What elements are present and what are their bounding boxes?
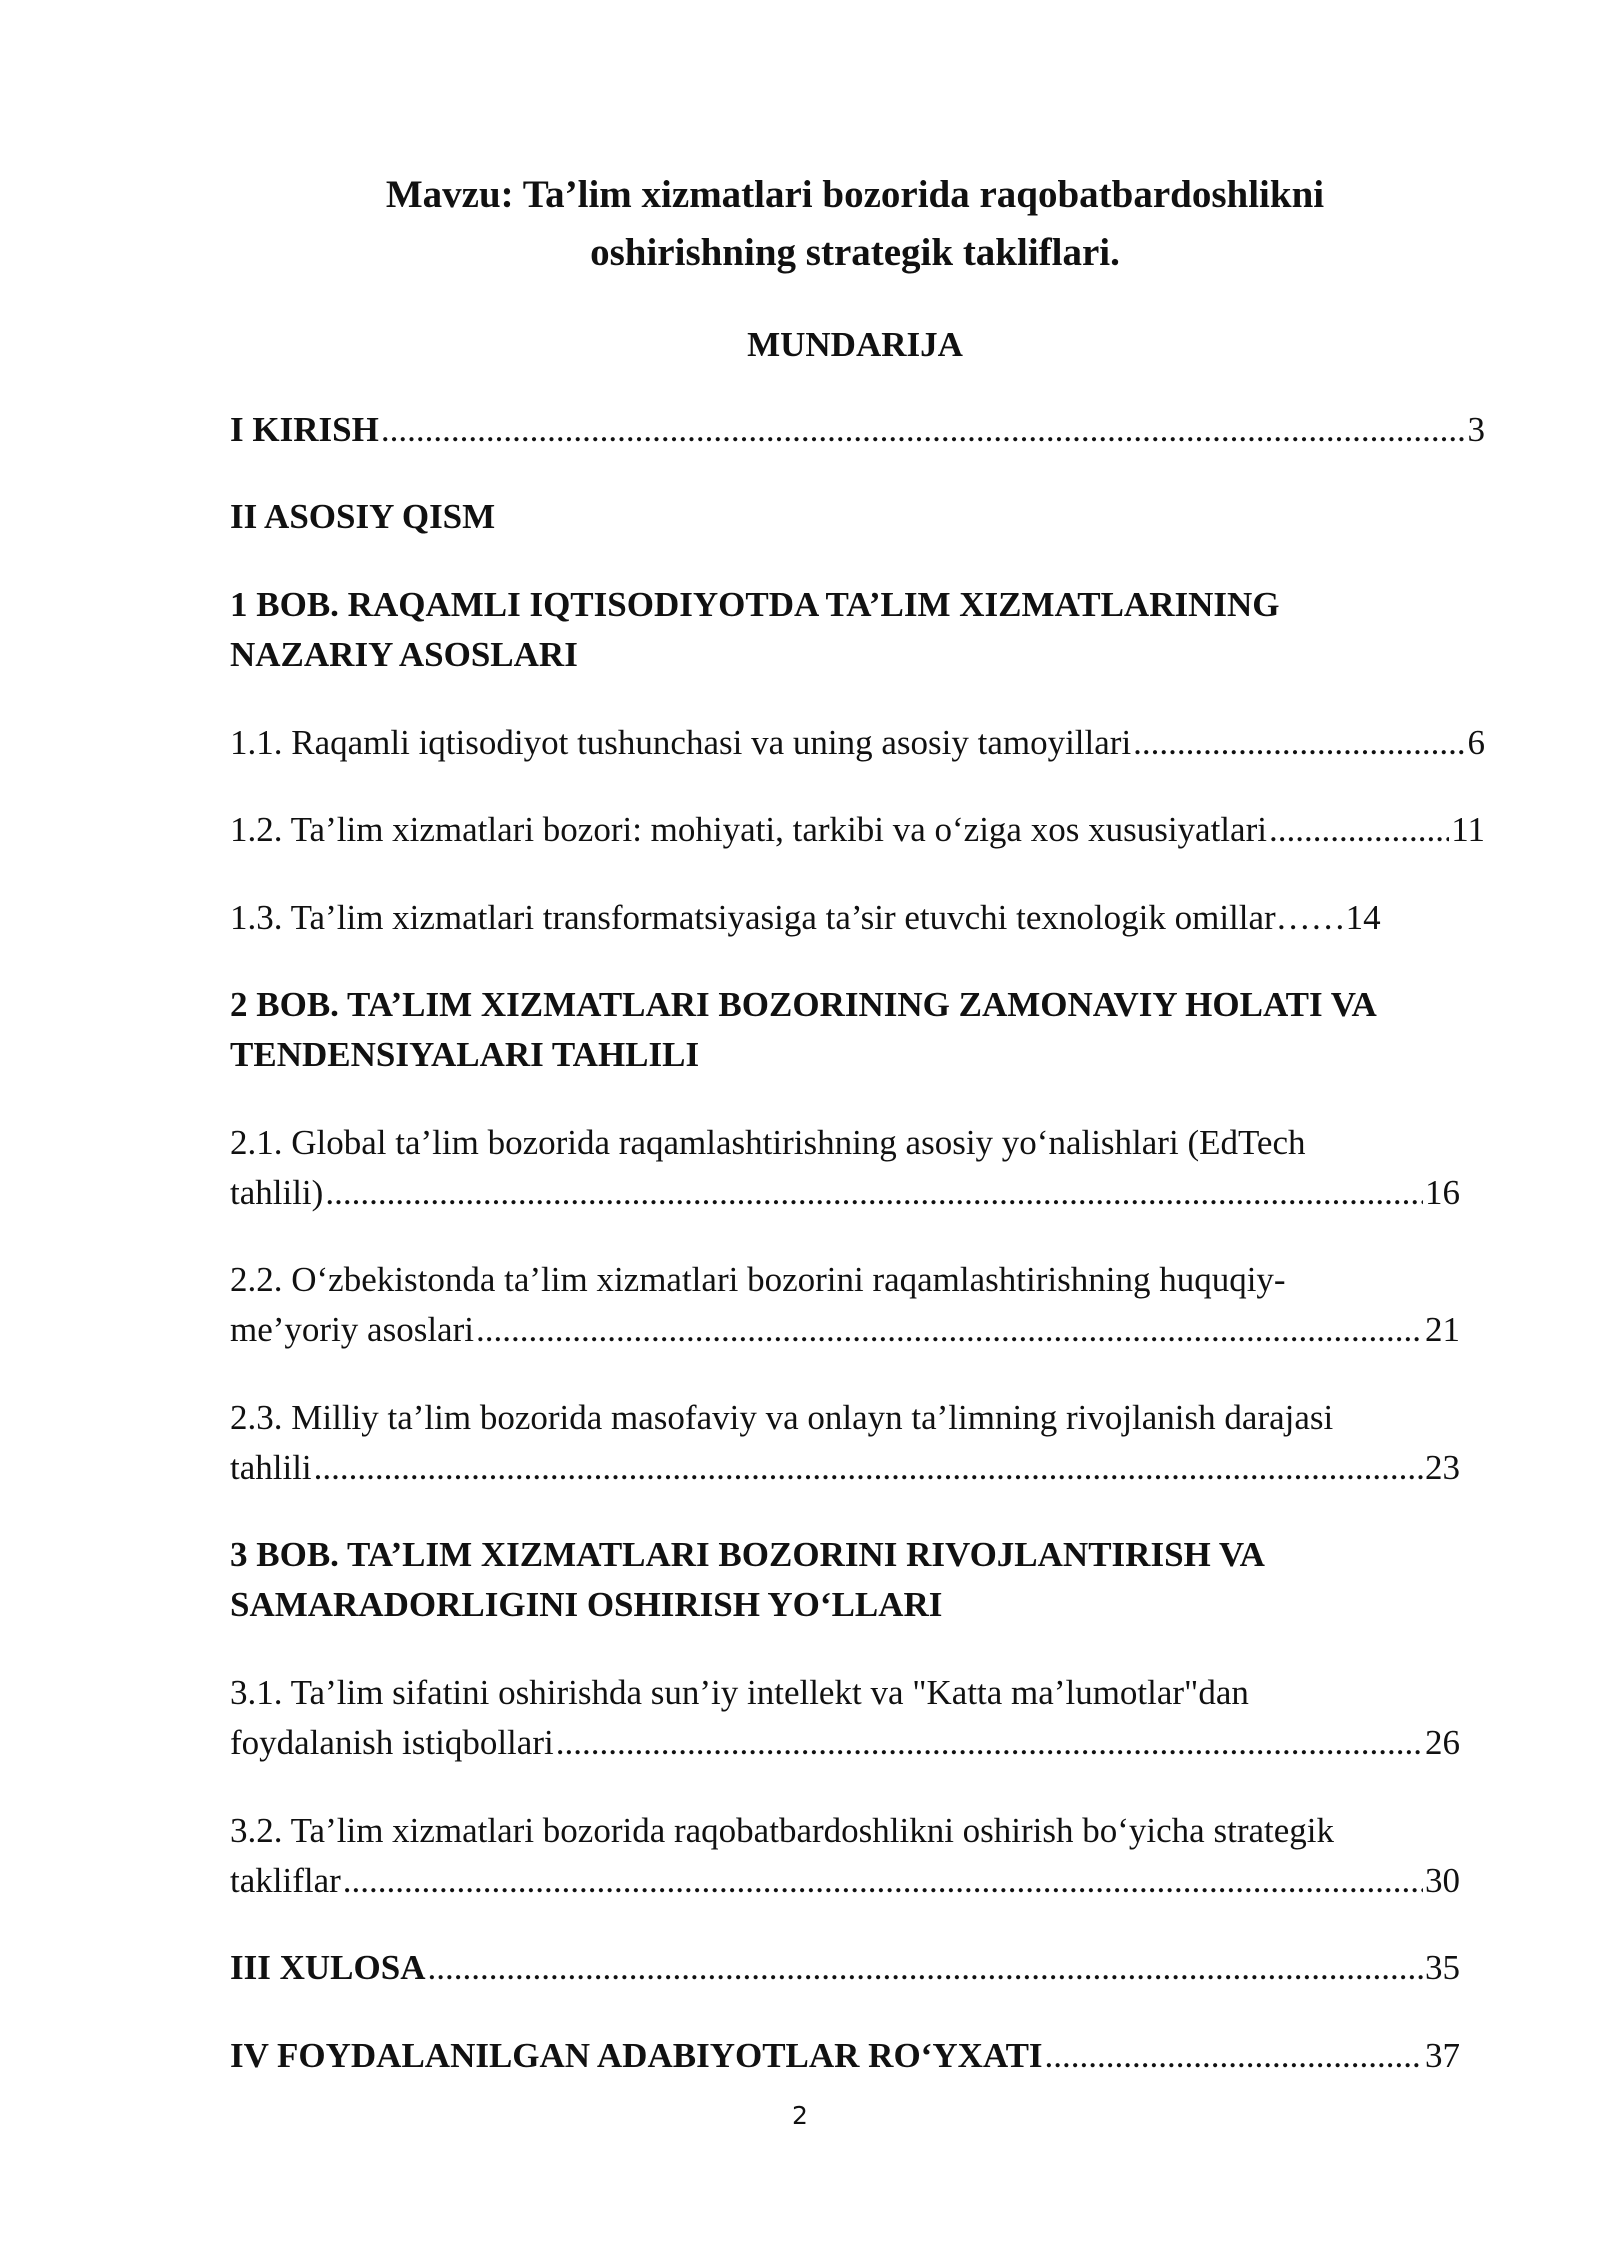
toc-chapter-2 <box>230 980 1485 1080</box>
toc-section-2-2 <box>230 1255 1460 1355</box>
dot-leader <box>556 1718 1423 1768</box>
toc-section-3-2-line-2: takliflar <box>230 1861 341 1900</box>
toc-section-1-3-label: 1.3. Ta’lim xizmatlari transformatsiyasiga ta’sir etuvchi texnologik omillar……14 <box>230 898 1381 937</box>
toc-chapter-2-line-2: TENDENSIYALARI TAHLILI <box>230 1035 700 1074</box>
toc-section-2-2-line-1: 2.2. O‘zbekistonda ta’lim xizmatlari bozorini raqamlashtirishning huquqiy- <box>230 1260 1286 1299</box>
toc-section-2-1-line-1: 2.1. Global ta’lim bozorida raqamlashtirishning asosiy yo‘nalishlari (EdTech <box>230 1123 1306 1162</box>
toc-section-2-2-page: 21 <box>1425 1310 1460 1349</box>
dot-leader <box>427 1943 1423 1993</box>
toc-section-1-2-label: 1.2. Ta’lim xizmatlari bozori: mohiyati, tarkibi va o‘ziga xos xususiyatlari <box>230 810 1267 849</box>
toc-chapter-1-line-1: 1 BOB. RAQAMLI IQTISODIYOTDA TA’LIM XIZMATLARINING <box>230 585 1280 624</box>
toc-section-3-1-page: 26 <box>1425 1723 1460 1762</box>
toc-section-2-3-page: 23 <box>1425 1448 1460 1487</box>
toc-heading: MUNDARIJA <box>747 325 963 364</box>
toc-section-3-1-line-2: foydalanish istiqbollari <box>230 1723 554 1762</box>
toc-chapter-3-line-2: SAMARADORLIGINI OSHIRISH YO‘LLARI <box>230 1585 943 1624</box>
title-line-1: Mavzu: Ta’lim xizmatlari bozorida raqobatbardoshlikni <box>385 173 1325 216</box>
toc-section-3-1-line-1: 3.1. Ta’lim sifatini oshirishda sun’iy intellekt va "Katta ma’lumotlar"dan <box>230 1673 1249 1712</box>
toc-entry-kirish-page: 3 <box>1467 410 1485 449</box>
toc-entry-xulosa-label: III XULOSA <box>230 1948 426 1987</box>
toc-section-2-1 <box>230 1118 1460 1218</box>
toc-entry-adabiyotlar-page: 37 <box>1425 2036 1460 2075</box>
toc-section-2-2-line-2: me’yoriy asoslari <box>230 1310 474 1349</box>
toc-entry-asosiy-qism <box>230 492 1485 542</box>
page-number: 2 <box>792 2101 808 2130</box>
toc-entry-kirish <box>230 405 1485 455</box>
toc-chapter-1 <box>230 580 1485 680</box>
toc-section-3-2 <box>230 1806 1460 1906</box>
dot-leader <box>381 405 1466 455</box>
document-title <box>300 166 1410 282</box>
toc-chapter-3-line-1: 3 BOB. TA’LIM XIZMATLARI BOZORINI RIVOJLANTIRISH VA <box>230 1535 1265 1574</box>
toc-section-3-2-line-1: 3.2. Ta’lim xizmatlari bozorida raqobatbardoshlikni oshirish bo‘yicha strategik <box>230 1811 1334 1850</box>
dot-leader <box>343 1856 1423 1906</box>
toc-chapter-3 <box>230 1530 1485 1630</box>
dot-leader <box>476 1305 1423 1355</box>
toc-section-2-3 <box>230 1393 1460 1493</box>
dot-leader <box>1269 805 1449 855</box>
toc-entry-xulosa-page: 35 <box>1425 1948 1460 1987</box>
toc-entry-adabiyotlar-label: IV FOYDALANILGAN ADABIYOTLAR RO‘YXATI <box>230 2036 1043 2075</box>
toc-section-2-1-line-2: tahlili) <box>230 1173 324 1212</box>
toc-entry-adabiyotlar <box>230 2031 1460 2081</box>
toc-section-1-1 <box>230 718 1485 768</box>
dot-leader <box>325 1168 1423 1218</box>
toc-entry-asosiy-qism-label: II ASOSIY QISM <box>230 497 496 536</box>
toc-chapter-1-line-2: NAZARIY ASOSLARI <box>230 635 578 674</box>
toc-section-3-1 <box>230 1668 1460 1768</box>
toc-section-2-1-page: 16 <box>1425 1173 1460 1212</box>
toc-section-1-2-page: 11 <box>1451 810 1485 849</box>
toc-entry-kirish-label: I KIRISH <box>230 410 379 449</box>
toc-section-2-3-line-1: 2.3. Milliy ta’lim bozorida masofaviy va onlayn ta’limning rivojlanish darajasi <box>230 1398 1334 1437</box>
toc-section-3-2-page: 30 <box>1425 1861 1460 1900</box>
dot-leader <box>1045 2031 1423 2081</box>
toc-section-1-1-page: 6 <box>1467 723 1485 762</box>
dot-leader <box>314 1443 1423 1493</box>
toc-chapter-2-line-1: 2 BOB. TA’LIM XIZMATLARI BOZORINING ZAMONAVIY HOLATI VA <box>230 985 1377 1024</box>
title-line-2: oshirishning strategik takliflari. <box>590 231 1120 274</box>
toc-section-2-3-line-2: tahlili <box>230 1448 312 1487</box>
toc-section-1-1-label: 1.1. Raqamli iqtisodiyot tushunchasi va uning asosiy tamoyillari <box>230 723 1132 762</box>
toc-section-1-2 <box>230 805 1485 855</box>
toc-entry-xulosa <box>230 1943 1460 1993</box>
toc-section-1-3 <box>230 893 1485 943</box>
dot-leader <box>1133 718 1465 768</box>
